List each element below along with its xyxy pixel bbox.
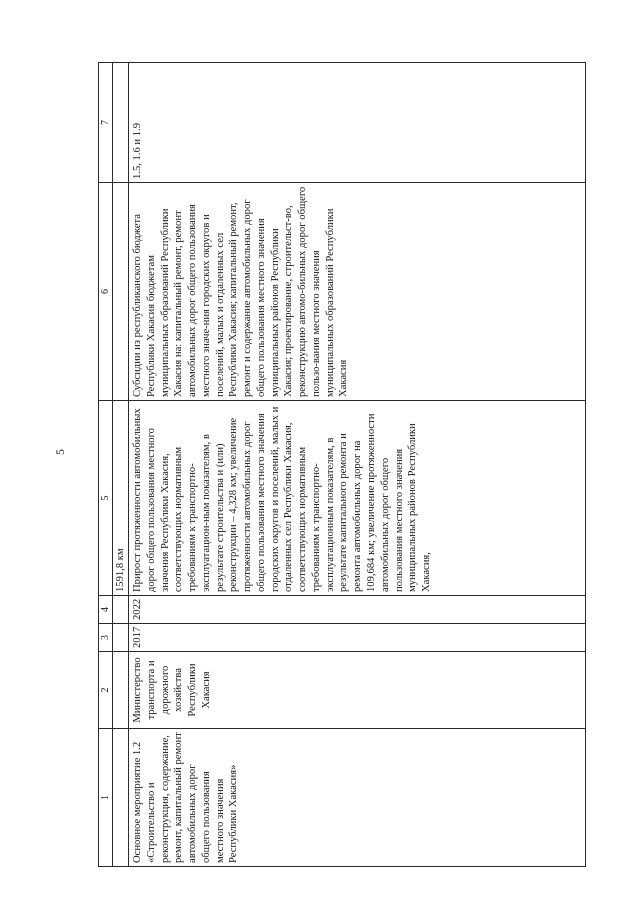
col-number-2: 2 [99,652,113,729]
end-year-cell: 2022 [129,596,586,624]
executor-cell: Министерство транспорта и дорожного хозяйства Республики Хакасия [129,652,586,729]
measure-name-cell: Основное мероприятие 1.2 «Строительство и реконструкция, содержание, ремонт, капитальный ремонт автомобильных дорог общего пользования местного значения Республики Хакасия» [129,729,586,867]
measures-table [98,62,586,867]
empty-cell [113,63,129,183]
col-number-5: 5 [99,401,113,596]
result-continuation-cell: 1591,8 км [113,401,129,596]
empty-cell [113,183,129,401]
rotated-table-wrapper [98,63,586,867]
measure-content-cell: Субсидии из республиканского бюджета Республики Хакасия бюджетам муниципальных образований Республики Хакасия на: капитальный ремонт, ремонт автомобильных дорог общего пользования местного значе-ния городских округов и поселений, малых и отдаленных сел Республики Хакасия; капитальный ремонт, ремонт и содержание автомобильных дорог общего пользования местного значения муниципальных районов Республики Хакасия; проектирование, строительст-во, реконструкцию автомо-бильных дорог общего пользо-вания местного значения муниципальных образований Республики Хакасия [129,183,586,401]
continuation-row [113,63,129,867]
start-year-cell: 2017 [129,624,586,652]
col-number-4: 4 [99,596,113,624]
col-number-1: 1 [99,729,113,867]
col-number-7: 7 [99,63,113,183]
measure-row [129,63,586,867]
column-number-row [99,63,113,867]
empty-cell [113,624,129,652]
document-sheet [98,63,586,867]
empty-cell [113,652,129,729]
col-number-6: 6 [99,183,113,401]
empty-cell [113,596,129,624]
empty-cell [113,729,129,867]
col-number-3: 3 [99,624,113,652]
indicators-cell: 1.5, 1.6 и 1.9 [129,63,586,183]
page-number: 5 [53,449,67,455]
expected-result-cell: Прирост протяженности автомобильных дорог общего пользования местного значения Республики Хакасия, соответствующих нормативным требованиям к транспортно-эксплуатацион-ным показателям, в результате строительства и (или) реконструкции – 4,328 км; увеличение протяженности автомобильных дорог общего пользования местного значения городских округов и поселений, малых и отдаленных сел Республики Хакасия, соответствующих нормативным требованиям к транспортно-эксплуатационным показателям, в результате капитального ремонта и ремонта автомобильных дорог на 109,684 км; увеличение протяженности автомобильных дорог общего пользования местного значения муниципальных районов Республики Хакасия, [129,401,586,596]
